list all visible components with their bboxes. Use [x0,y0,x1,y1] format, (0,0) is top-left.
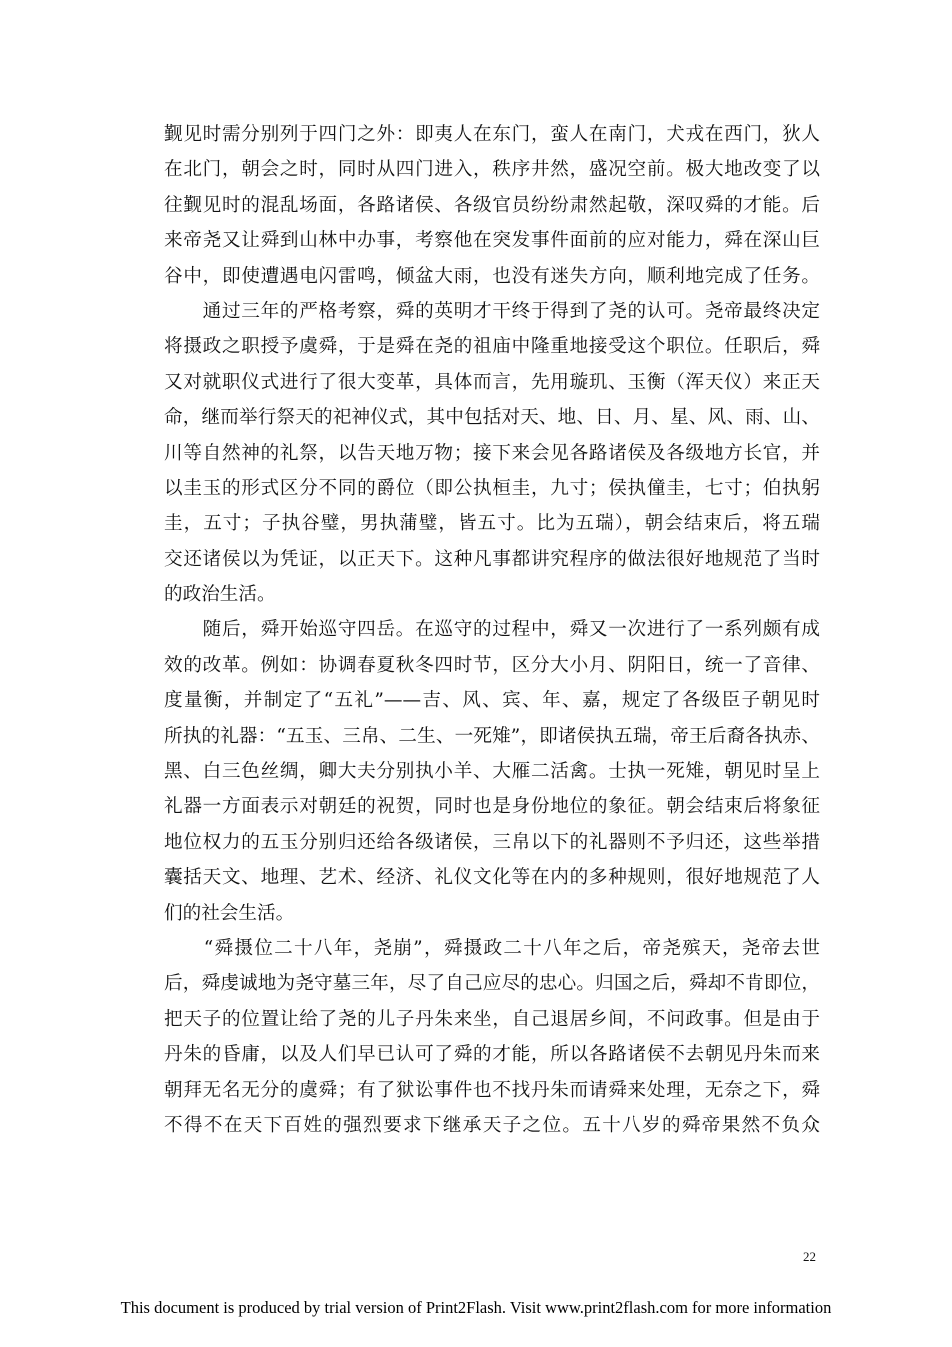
text-line: 礼器一方面表示对朝廷的祝贺，同时也是身份地位的象征。朝会结束后将象征 [164,796,820,818]
text-line: 谷中，即使遭遇电闪雷鸣，倾盆大雨，也没有迷失方向，顺利地完成了任务。 [164,265,820,287]
page-number: 22 [803,1249,816,1264]
text-line: 圭，五寸；子执谷璧，男执蒲璧，皆五寸。比为五瑞），朝会结束后，将五瑞 [164,513,820,535]
text-line: 以圭玉的形式区分不同的爵位（即公执桓圭，九寸；侯执僮圭，七寸；伯执躬 [164,477,820,499]
text-line: 来帝尧又让舜到山林中办事，考察他在突发事件面前的应对能力，舜在深山巨 [164,230,820,252]
text-line: 黑、白三色丝绸，卿大夫分别执小羊、大雁二活禽。士执一死雉，朝见时呈上 [164,761,820,783]
text-line: 后，舜虔诚地为尧守墓三年，尽了自己应尽的忠心。归国之后，舜却不肯即位， [164,973,820,995]
text-line: 命，继而举行祭天的祀神仪式，其中包括对天、地、日、月、星、风、雨、山、 [164,407,820,429]
body-text [164,117,820,1143]
text-line: 地位权力的五玉分别归还给各级诸侯，三帛以下的礼器则不予归还，这些举措 [164,831,820,853]
text-line: 在北门，朝会之时，同时从四门进入，秩序井然，盛况空前。极大地改变了以 [164,159,820,181]
text-line: “舜摄位二十八年，尧崩”，舜摄政二十八年之后，帝尧殡天，尧帝去世 [164,937,820,959]
text-line: 度量衡，并制定了“五礼”——吉、风、宾、年、嘉，规定了各级臣子朝见时 [164,690,820,712]
text-line: 觐见时需分别列于四门之外：即夷人在东门，蛮人在南门，犬戎在西门，狄人 [164,124,820,145]
text-line: 的政治生活。 [164,584,276,606]
text-line: 们的社会生活。 [164,902,295,924]
text-line: 丹朱的昏庸，以及人们早已认可了舜的才能，所以各路诸侯不去朝见丹朱而来 [164,1044,820,1066]
text-line: 随后，舜开始巡守四岳。在巡守的过程中，舜又一次进行了一系列颇有成 [164,619,820,641]
text-line: 又对就职仪式进行了很大变革，具体而言，先用璇玑、玉衡（浑天仪）来正天 [164,371,820,393]
text-line: 把天子的位置让给了尧的儿子丹朱来坐，自己退居乡间，不问政事。但是由于 [164,1008,820,1030]
text-line: 不得不在天下百姓的强烈要求下继承天子之位。五十八岁的舜帝果然不负众 [164,1114,820,1136]
text-line: 往觐见时的混乱场面，各路诸侯、各级官员纷纷肃然起敬，深叹舜的才能。后 [164,194,820,216]
text-line: 效的改革。例如：协调春夏秋冬四时节，区分大小月、阴阳日，统一了音律、 [164,654,820,676]
text-line: 交还诸侯以为凭证，以正天下。这种凡事都讲究程序的做法很好地规范了当时 [164,548,820,570]
text-line: 将摄政之职授予虞舜，于是舜在尧的祖庙中隆重地接受这个职位。任职后，舜 [164,336,820,358]
text-line: 川等自然神的礼祭，以告天地万物；接下来会见各路诸侯及各级地方长官，并 [164,442,820,464]
trial-notice: This document is produced by trial version of Print2Flash. Visit www.print2flash.com for more information [120,1298,832,1317]
text-line: 朝拜无名无分的虞舜；有了狱讼事件也不找丹朱而请舜来处理，无奈之下，舜 [164,1079,820,1101]
text-line: 囊括天文、地理、艺术、经济、礼仪文化等在内的多种规则，很好地规范了人 [164,867,820,889]
text-line: 所执的礼器：“五玉、三帛、二生、一死雉”，即诸侯执五瑞，帝王后裔各执赤、 [164,725,820,747]
text-line: 通过三年的严格考察，舜的英明才干终于得到了尧的认可。尧帝最终决定 [164,300,820,322]
